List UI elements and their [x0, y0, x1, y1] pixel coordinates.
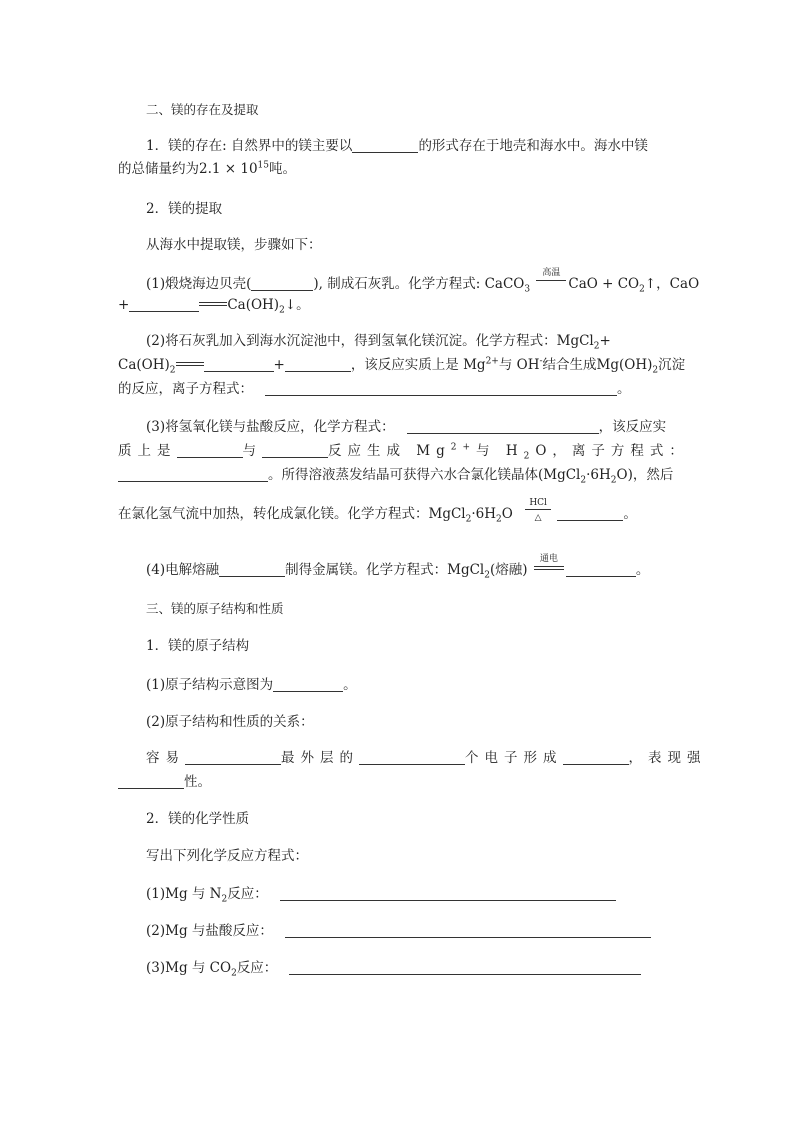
reaction-co2: (3)Mg 与 $CO_2$反应：	[146, 959, 641, 977]
step-3-cont3: 在氯化氢气流中加热，转化成氯化镁。化学方程式：$MgCl_2\cdot 6H_2O$ HCl △ 。	[118, 498, 637, 525]
paragraph-existence-2: 的总储量约为$2.1 \times 10^{15}$吨。	[118, 160, 296, 177]
step-4: (4)电解熔融 制得金属镁。化学方程式：MgCl$_2$(熔融) 通电 。	[146, 554, 650, 581]
high-temp-arrow: 高温	[536, 273, 566, 291]
subheading-chemical-properties: 2．镁的化学性质	[146, 811, 250, 827]
blank-ionic-eq-2[interactable]	[118, 467, 268, 482]
blank-ion-form[interactable]	[563, 750, 629, 765]
blank-product-2[interactable]	[285, 357, 351, 372]
reaction-n2: (1)Mg 与 $N_2$反应：	[146, 885, 616, 903]
step-1-cont: + $Ca(OH)_2↓$。	[118, 297, 310, 316]
blank-reactant-1[interactable]	[177, 443, 243, 458]
step-1: (1)煅烧海边贝壳( ), 制成石灰乳。化学方程式: CaCO$_3$ 高温 CaO + $CO_2↑$，CaO	[146, 268, 700, 295]
step-3-cont: 质上是 与 反应生成 $Mg^{2+}$与 $H_2O$，离子方程式：	[118, 442, 689, 462]
step-2-ionic: 的反应，离子方程式： 。	[118, 381, 631, 397]
blank-reaction-hcl[interactable]	[285, 923, 651, 938]
step-3: (3)将氢氧化镁与盐酸反应，化学方程式： ，该反应实	[146, 419, 667, 435]
paragraph-existence: 1．镁的存在: 自然界中的镁主要以 的形式存在于地壳和海水中。海水中镁	[146, 138, 648, 154]
subheading-extraction: 2．镁的提取	[146, 201, 223, 217]
equals-sign-icon	[199, 297, 227, 311]
instruction: 写出下列化学反应方程式：	[146, 848, 308, 864]
blank-property[interactable]	[118, 774, 184, 789]
subheading-atomic-structure: 1．镁的原子结构	[146, 638, 250, 654]
hcl-heat-arrow: HCl △	[525, 503, 551, 521]
blank-molten-salt[interactable]	[219, 562, 285, 577]
blank-lose-gain[interactable]	[185, 750, 281, 765]
blank-ionic-eq-1[interactable]	[265, 381, 617, 396]
blank-structure-diagram[interactable]	[273, 677, 343, 692]
blank-acid-eq[interactable]	[407, 419, 599, 434]
reaction-hcl: (2)Mg 与盐酸反应：	[146, 922, 651, 940]
section-heading-2: 二、镁的存在及提取	[146, 102, 259, 117]
blank-electrolysis-product[interactable]	[566, 562, 636, 577]
electrolysis-arrow: 通电	[534, 559, 564, 577]
blank-electron-count[interactable]	[359, 750, 465, 765]
blank-dehydration-product[interactable]	[557, 506, 623, 521]
paragraph-steps: 从海水中提取镁，步骤如下：	[146, 237, 322, 253]
blank-shell-component[interactable]	[251, 276, 313, 291]
blank-product-1[interactable]	[204, 357, 274, 372]
step-2: (2)将石灰乳加入到海水沉淀池中，得到氢氧化镁沉淀。化学方程式：MgCl$_2$+	[146, 333, 611, 352]
item-electron-loss: 容易 最外层的 个电子形成 ，表现强	[146, 750, 707, 766]
step-2-cont: $Ca(OH)_2$ + ，该反应实质上是 $Mg^{2+}$与 OH-结合生成$Mg(OH)_2$沉淀	[118, 356, 686, 376]
equals-sign-icon	[176, 357, 204, 371]
blank-reaction-n2[interactable]	[280, 886, 616, 901]
blank-existence-form[interactable]	[352, 138, 418, 153]
blank-water[interactable]	[129, 297, 199, 312]
item-structure-property: (2)原子结构和性质的关系：	[146, 714, 314, 730]
blank-reaction-co2[interactable]	[289, 960, 641, 975]
step-3-cont2: 。所得溶液蒸发结晶可获得六水合氯化镁晶体$(MgCl_2\cdot 6H_2O)$，然后	[118, 466, 673, 484]
blank-reactant-2[interactable]	[262, 443, 328, 458]
item-electron-loss-cont: 性。	[118, 773, 211, 791]
item-structure-diagram: (1)原子结构示意图为 。	[146, 677, 357, 693]
section-heading-3: 三、镁的原子结构和性质	[146, 601, 284, 616]
